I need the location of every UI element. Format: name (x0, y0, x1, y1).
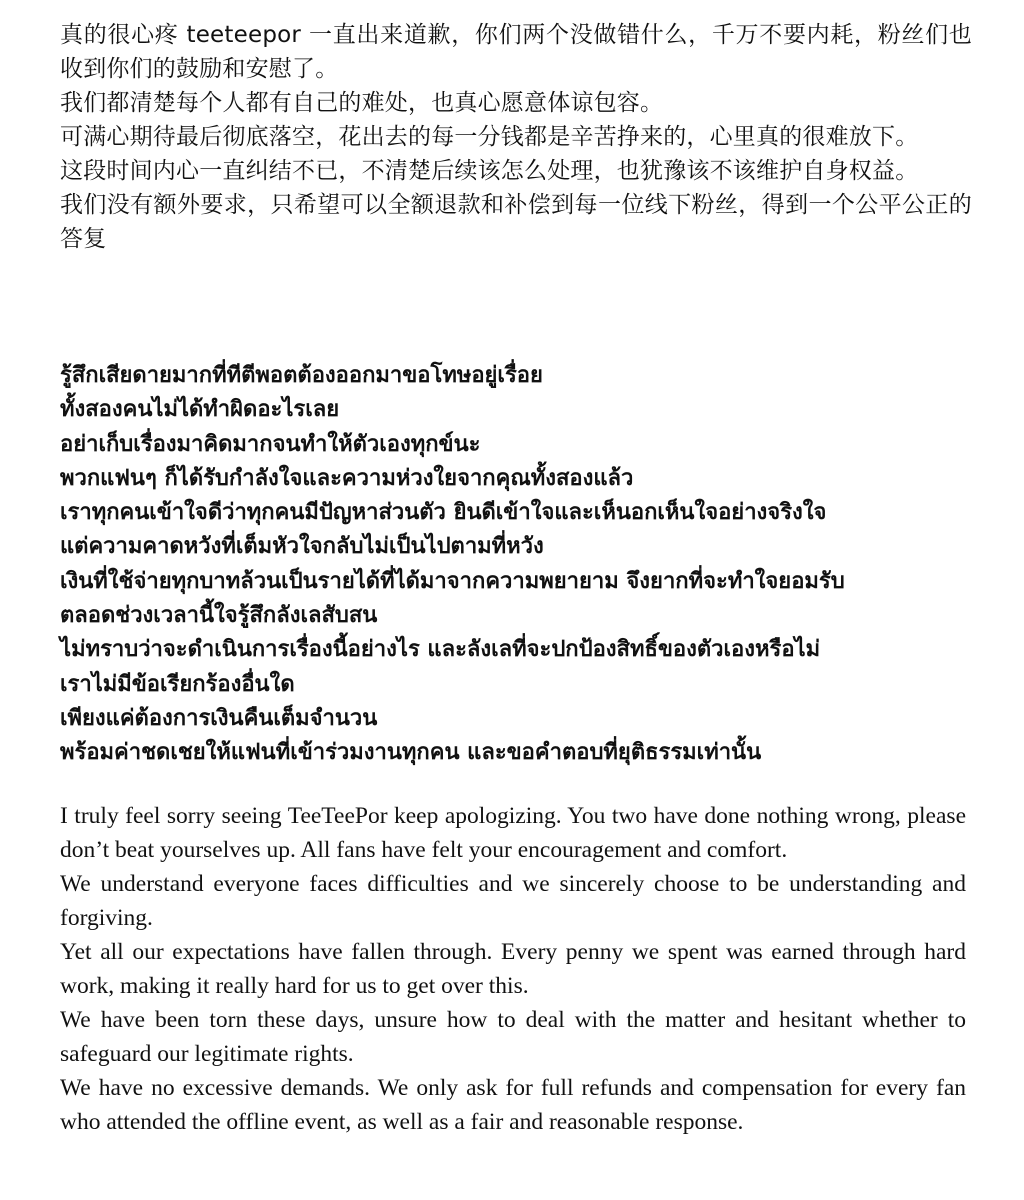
english-statement (60, 799, 966, 1139)
thai-line: ทั้งสองคนไม่ได้ทำผิดอะไรเลย (60, 397, 340, 423)
thai-statement (60, 359, 972, 771)
thai-line: ตลอดช่วงเวลานี้ใจรู้สึกลังเลสับสน (60, 603, 378, 629)
thai-line: เราทุกคนเข้าใจดีว่าทุกคนมีปัญหาส่วนตัว ยินดีเข้าใจและเห็นอกเห็นใจอย่างจริงใจ (60, 500, 827, 526)
thai-line: รู้สึกเสียดายมากที่ทีตีพอตต้องออกมาขอโทษอยู่เรื่อย (60, 363, 543, 388)
chinese-paragraph: 这段时间内心一直纠结不已，不清楚后续该怎么处理，也犹豫该不该维护自身权益。 (60, 158, 919, 184)
chinese-statement (60, 18, 972, 256)
english-paragraph: Yet all our expectations have fallen through. Every penny we spent was earned through hard work, making it really hard for us to get over this. (60, 939, 966, 999)
thai-line: พวกแฟนๆ ก็ได้รับกำลังใจและความห่วงใยจากคุณทั้งสองแล้ว (60, 465, 634, 491)
english-paragraph: I truly feel sorry seeing TeeTeePor keep apologizing. You two have done nothing wrong, please don’t beat yourselves up. All fans have felt your encouragement and comfort. (60, 803, 966, 863)
thai-line: อย่าเก็บเรื่องมาคิดมากจนทำให้ตัวเองทุกข์นะ (60, 431, 481, 457)
thai-line: เราไม่มีข้อเรียกร้องอื่นใด (60, 671, 295, 697)
thai-line: แต่ความคาดหวังที่เต็มหัวใจกลับไม่เป็นไปตามที่หวัง (60, 534, 544, 560)
thai-line: เพียงแค่ต้องการเงินคืนเต็มจำนวน (60, 705, 378, 731)
chinese-paragraph: 真的很心疼 teeteepor 一直出来道歉，你们两个没做错什么，千万不要内耗，粉丝们也收到你们的鼓励和安慰了。 (60, 22, 972, 82)
english-paragraph: We have been torn these days, unsure how to deal with the matter and hesitant whether to safeguard our legitimate rights. (60, 1007, 966, 1067)
thai-line: พร้อมค่าชดเชยให้แฟนที่เข้าร่วมงานทุกคน และขอคำตอบที่ยุติธรรมเท่านั้น (60, 740, 762, 766)
thai-line: ไม่ทราบว่าจะดำเนินการเรื่องนี้อย่างไร และลังเลที่จะปกป้องสิทธิ์ของตัวเองหรือไม่ (60, 637, 821, 663)
english-paragraph: We understand everyone faces difficulties and we sincerely choose to be understanding and forgiving. (60, 871, 966, 931)
english-paragraph: We have no excessive demands. We only ask for full refunds and compensation for every fan who attended the offline event, as well as a fair and reasonable response. (60, 1075, 966, 1135)
chinese-paragraph: 我们没有额外要求，只希望可以全额退款和补偿到每一位线下粉丝，得到一个公平公正的答复 (60, 192, 972, 252)
chinese-paragraph: 可满心期待最后彻底落空，花出去的每一分钱都是辛苦挣来的，心里真的很难放下。 (60, 124, 919, 150)
thai-line: เงินที่ใช้จ่ายทุกบาทล้วนเป็นรายได้ที่ได้มาจากความพยายาม จึงยากที่จะทำใจยอมรับ (60, 568, 845, 594)
chinese-paragraph: 我们都清楚每个人都有自己的难处，也真心愿意体谅包容。 (60, 90, 664, 116)
